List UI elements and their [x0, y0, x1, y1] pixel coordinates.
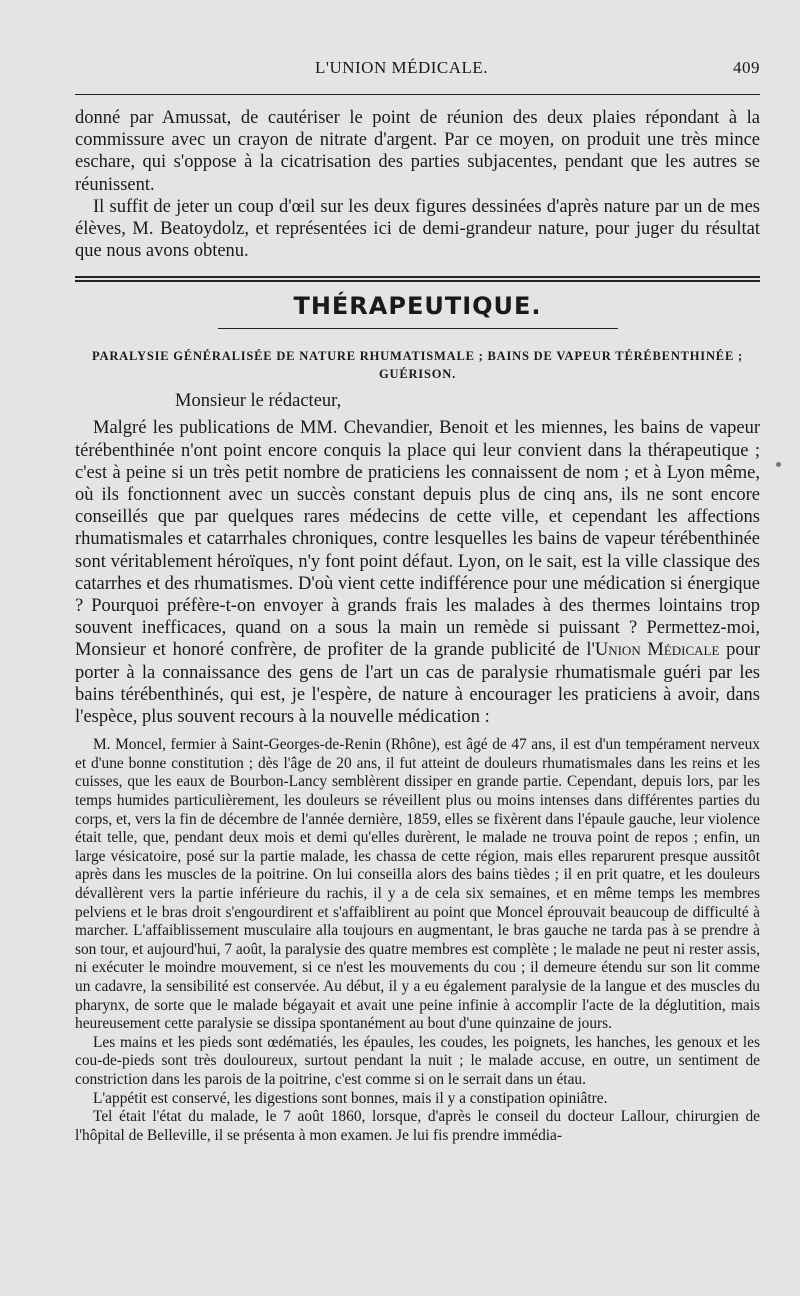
case-report — [75, 736, 760, 1145]
intro-paragraph: Il suffit de jeter un coup d'œil sur les deux figures dessinées d'après nature par un de mes élèves, M. Beatoydolz, et représentées ici de demi-grandeur nature, pour juger du résultat que nous avons obtenu. — [75, 196, 760, 262]
article-heading — [75, 347, 760, 383]
running-head — [75, 58, 760, 84]
article-heading-line: PARALYSIE GÉNÉRALISÉE DE NATURE RHUMATISMALE ; BAINS DE VAPEUR TÉRÉBENTHINÉE ; — [92, 349, 743, 364]
letter-paragraph — [75, 417, 760, 728]
intro-paragraph: donné par Amussat, de cautériser le point de réunion des deux plaies répondant à la commissure avec un crayon de nitrate d'argent. Par ce moyen, on produit une très mince eschare, qui s'oppose à la cicatrisation des parties subjacentes, pendant que les autres se réunissent. — [75, 108, 760, 195]
section-divider — [75, 276, 760, 282]
section-title: THÉRAPEUTIQUE. — [293, 292, 542, 321]
intro-text — [75, 107, 760, 262]
letter-text-part: Malgré les publications de MM. Chevandier, Benoit et les miennes, les bains de vapeur térébenthinée n'ont point encore conquis la place qui leur convient dans la thérapeutique ; c'est à peine si un très petit nombre de praticiens les connaissent de nom ; et à Lyon même, où ils fonctionnent avec un succès constant depuis plus de cinq ans, ils ne sont encore conseillés que par quelques rares médecins de cette ville, et cependant les affections rhumatismales et catarrhales chroniques, contre lesquelles les bains de vapeur térébenthinée sont véritablement héroïques, n'y font point défaut. Lyon, on le sait, est la ville classique des catarrhes et des rhumatismes. D'où vient cette indifférence pour une médication si énergique ? Pourquoi préfère-t-on envoyer à grands frais les malades à des thermes lointains trop souvent inefficaces, quand on a sous la main un remède si puissant ? Permettez-moi, Monsieur et honoré confrère, de profiter de la grande publicité de l' — [75, 418, 760, 661]
journal-name: Union Médicale — [594, 640, 720, 661]
case-paragraph: L'appétit est conservé, les digestions sont bonnes, mais il y a constipation opiniâtre. — [93, 1089, 608, 1107]
page-number: 409 — [733, 58, 760, 77]
header-rule — [75, 94, 760, 95]
salutation: Monsieur le rédacteur, — [175, 391, 342, 412]
case-paragraph: M. Moncel, fermier à Saint-Georges-de-Renin (Rhône), est âgé de 47 ans, il est d'un tempérament nerveux et d'une bonne constitution ; dès l'âge de 20 ans, il fut atteint de douleurs rhumatismales dans les reins et les cuisses, que les eaux de Bourbon-Lancy semblèrent dissiper en grande partie. Cependant, depuis lors, par les temps humides particulièrement, les douleurs se réveillent plus ou moins intenses dans différentes parties du corps, et, vers la fin de décembre de l'année dernière, 1859, elles se fixèrent dans l'épaule gauche, leur violence était telle, que, pendant deux mois et demi qu'elles durèrent, le malade ne trouva point de repos ; enfin, un large vésicatoire, posé sur la partie malade, les chassa de cette région, mais elles reparurent presque aussitôt après dans les muscles de la poitrine. On lui conseilla alors des bains tièdes ; il en prit quatre, et les douleurs dévallèrent vers la partie inférieure du rachis, il y a de cela six semaines, et en même temps les membres pelviens et le bras droit s'engourdirent et s'affaiblirent au point que Moncel éprouvait beaucoup de difficulté à marcher. L'affaiblissement musculaire alla toujours en augmentant, le bras gauche ne tarda pas à se prendre à son tour, et aujourd'hui, 7 août, la paralysie des quatre membres est complète ; le malade ne peut ni rester assis, ni exécuter le moindre mouvement, si ce n'est les mouvements du cou ; il demeure étendu sur son lit comme un cadavre, la sensibilité est conservée. Au début, il y a eu également paralysie de la langue et des muscles du pharynx, de sorte que le malade bégayait et avait une peine infinie à accomplir l'acte de la déglutition, mais heureusement cette paralysie se dissipa spontanément au bout d'une quinzaine de jours. — [75, 736, 760, 1033]
title-underline — [218, 328, 618, 329]
letter-text-part: pour porter à la connaissance des gens de l'art un cas de paralysie rhumatismale guéri par les bains térébenthinés, qui est, je l'espère, de nature à encourager les praticiens à avoir, dans l'espèce, plus souvent recours à la nouvelle médication : — [75, 640, 760, 728]
case-paragraph: Tel était l'état du malade, le 7 août 1860, lorsque, d'après le conseil du docteur Lallour, chirurgien de l'hôpital de Belleville, il se présenta à mon examen. Je lui fis prendre immédia- — [75, 1108, 760, 1144]
paper-speck — [776, 462, 781, 467]
article-heading-line: GUÉRISON. — [378, 367, 456, 382]
letter-text — [75, 417, 760, 728]
case-paragraph: Les mains et les pieds sont œdématiés, les épaules, les coudes, les poignets, les hanches, les genoux et les cou-de-pieds sont très douloureux, surtout pendant la nuit ; le malade accuse, en outre, un sentiment de constriction dans les parois de la poitrine, c'est comme si on le serrait dans un étau. — [75, 1033, 760, 1088]
journal-title: L'UNION MÉDICALE. — [315, 58, 489, 77]
